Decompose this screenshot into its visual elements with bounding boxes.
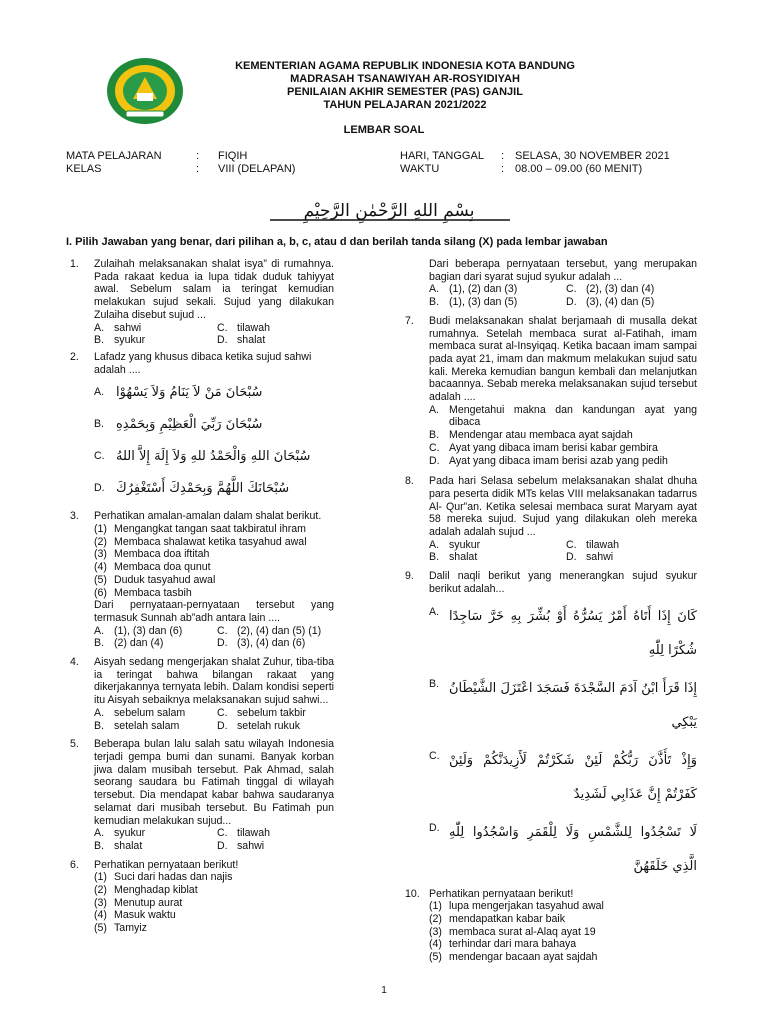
question-4	[70, 656, 334, 732]
question-number: 5.	[70, 738, 79, 751]
arabic-text: لَا تَسْجُدُوا لِلشَّمْسِ وَلَا لِلْقَمَرِ وَاسْجُدُوا لِلّٰهِ الَّذِي خَلَقَهُنَّ	[449, 824, 697, 874]
question-number: 1.	[70, 258, 79, 270]
option-b[interactable]: B. إِذَا قَرَأَ ابْنُ آدَمَ السَّجْدَةَ فَسَجَدَ اعْتَزَلَ الشَّيْطَانُ يَبْكِي	[429, 672, 697, 740]
list-item: (5) mendengar bacaan ayat sajdah	[429, 951, 598, 964]
header-exam: PENILAIAN AKHIR SEMESTER (PAS) GANJIL	[287, 86, 523, 98]
basmalah-calligraphy	[260, 196, 518, 232]
list-item: (1) Suci dari hadas dan najis	[94, 871, 233, 884]
option-b[interactable]: B. shalat	[94, 839, 143, 852]
list-item: (5) Duduk tasyahud awal	[94, 573, 216, 586]
option-a[interactable]: A. (1), (3) dan (6)	[94, 624, 183, 637]
arabic-text: سُبْحَانَكَ اللَّهُمَّ وَبِحَمْدِكَ أَسْتَغْفِرُكَ	[116, 480, 290, 496]
question-text: Zulaihah melaksanakan shalat isya” di rumahnya. Pada rakaat kedua ia lupa tidak duduk tahiyyat awal. Sebelum salam ia teringat kemudian melakukan sujud sekali. Sujud yang dilakukan Zulaiha disebut sujud ...	[94, 258, 334, 321]
question-6-continued	[405, 258, 697, 309]
page-title: LEMBAR SOAL	[343, 124, 425, 136]
class-value: VIII (DELAPAN)	[218, 163, 296, 175]
option-b[interactable]: B. سُبْحَانَ رَبِّيَ الْعَظِيْمِ وَبِحَمْدِهِ	[94, 408, 334, 440]
option-a[interactable]: A. syukur	[429, 538, 481, 551]
header-year: TAHUN PELAJARAN 2021/2022	[323, 99, 487, 111]
question-number: 10.	[405, 887, 420, 900]
arabic-text: سُبْحَانَ اللهِ وَالْحَمْدُ للهِ وَلاَ إِلَهَ إِلاَّ اللهُ	[116, 448, 311, 464]
option-c[interactable]: C. tilawah	[217, 827, 270, 840]
list-item: (6) Membaca tasbih	[94, 586, 192, 599]
option-c[interactable]: C. tilawah	[566, 538, 619, 551]
question-text: Dari pernyataan-pernyataan tersebut yang termasuk Sunnah ab”adh antara lain ....	[94, 599, 334, 624]
arabic-text: كَانَ إِذَا أَتَاهُ أَمْرٌ يَسُرُّهُ أَوْ بُشِّرَ بِهِ خَرَّ سَاجِدًا شُكْرًا لِلّٰهِ	[449, 608, 697, 658]
right-column	[405, 258, 697, 968]
school-header	[195, 60, 615, 112]
instruction: I. Pilih Jawaban yang benar, dari pilihan a, b, c, atau d dan berilah tanda silang (X) pada lembar jawaban	[66, 236, 608, 248]
question-text: Budi melaksanakan shalat berjamaah di musalla dekat rumahnya. Setelah membaca surat al-Fatihah, imam membaca surat al-Insyiqaq. Ketika bacaan imam sampai pada ayat 21, imam dan makmum melakukan sujud satu kali. Mereka kemudian bangun kembali dan melanjutkan bacaannya. Sebab mereka melaksanakan sujud tersebut adalah ....	[429, 314, 697, 404]
question-8	[405, 475, 697, 564]
statement-list	[429, 900, 697, 964]
time-label: WAKTU	[400, 163, 440, 175]
option-c[interactable]: C. (2), (4) dan (5) (1)	[217, 624, 322, 637]
statement-list	[94, 871, 334, 935]
list-item: (4) terhindar dari mara bahaya	[429, 938, 577, 951]
list-item: (2) Membaca shalawat ketika tasyahud awal	[94, 535, 307, 548]
option-a[interactable]: A. sebelum salam	[94, 706, 186, 719]
exam-info-right	[400, 150, 670, 176]
list-item: (3) membaca surat al-Alaq ayat 19	[429, 925, 596, 938]
left-column	[70, 258, 334, 939]
question-number: 8.	[405, 475, 414, 488]
list-item: (3) Menutup aurat	[94, 896, 183, 909]
option-b[interactable]: B. syukur	[94, 334, 146, 347]
question-2	[70, 351, 334, 504]
option-d[interactable]: D. (3), (4) dan (6)	[217, 637, 306, 650]
list-item: (5) Tamyiz	[94, 922, 147, 935]
question-text: Lafadz yang khusus dibaca ketika sujud sahwi adalah ....	[94, 350, 312, 376]
question-10	[405, 888, 697, 964]
statement-list	[94, 523, 334, 599]
exam-info-left	[66, 150, 295, 176]
question-intro: Perhatikan pernyataan berikut!	[429, 887, 574, 900]
option-d[interactable]: D. setelah rukuk	[217, 719, 301, 732]
question-intro: Perhatikan amalan-amalan dalam shalat berikut.	[94, 510, 322, 523]
option-a[interactable]: A. syukur	[94, 827, 146, 840]
question-5	[70, 738, 334, 852]
option-c[interactable]: C. Ayat yang dibaca imam berisi kabar gembira	[429, 441, 658, 454]
option-c[interactable]: C. tilawah	[217, 321, 270, 334]
date-value: SELASA, 30 NOVEMBER 2021	[515, 150, 670, 162]
option-d[interactable]: D. لَا تَسْجُدُوا لِلشَّمْسِ وَلَا لِلْقَمَرِ وَاسْجُدُوا لِلّٰهِ الَّذِي خَلَقَهُنَّ	[429, 816, 697, 884]
basmalah-text: بِسْمِ اللهِ الرَّحْمٰنِ الرَّحِيْمِ	[303, 201, 475, 221]
option-d[interactable]: D. (3), (4) dan (5)	[566, 296, 655, 309]
class-label: KELAS	[66, 163, 102, 175]
question-number: 4.	[70, 656, 79, 669]
question-text: Beberapa bulan lalu salah satu wilayah Indonesia terjadi gempa bumi dan sunami. Banyak korban jiwa dalam musibah tersebut. Pak Ahmad, salah seorang saudara bu Fatimah tinggal di wilayah tersebut. Dia mendapat kabar bahwa saudaranya selamat dari musibah tersebut. Bu Fatimah pun kemudian melakukan sujud...	[94, 738, 334, 827]
option-a[interactable]: A. كَانَ إِذَا أَتَاهُ أَمْرٌ يَسُرُّهُ أَوْ بُشِّرَ بِهِ خَرَّ سَاجِدًا شُكْرًا لِلّٰهِ	[429, 600, 697, 668]
arabic-text: وَإِذْ تَأَذَّنَ رَبُّكُمْ لَئِنْ شَكَرْتُمْ لَأَزِيدَنَّكُمْ وَلَئِنْ كَفَرْتُمْ إِنَّ عَذَابِي لَشَدِيدٌ	[449, 752, 697, 802]
date-label: HARI, TANGGAL	[400, 150, 484, 162]
list-item: (2) Menghadap kiblat	[94, 884, 198, 897]
list-item: (1) lupa mengerjakan tasyahud awal	[429, 900, 604, 913]
colon: :	[196, 163, 200, 175]
question-text: Dari beberapa pernyataan tersebut, yang merupakan bagian dari syarat sujud syukur adalah ...	[429, 258, 697, 283]
colon: :	[501, 163, 505, 175]
colon: :	[501, 150, 505, 162]
option-c[interactable]: C. (2), (3) dan (4)	[566, 283, 655, 296]
list-item: (3) Membaca doa iftitah	[94, 548, 210, 561]
question-7	[405, 315, 697, 467]
list-item: (4) Masuk waktu	[94, 909, 176, 922]
subject-label: MATA PELAJARAN	[66, 150, 162, 162]
question-number: 3.	[70, 510, 79, 523]
question-6	[70, 859, 334, 935]
option-a[interactable]: A. sahwi	[94, 321, 142, 334]
header-school: MADRASAH TSANAWIYAH AR-ROSYIDIYAH	[290, 73, 520, 85]
option-b[interactable]: B. setelah salam	[94, 719, 180, 732]
question-1	[70, 258, 334, 347]
option-d[interactable]: D. سُبْحَانَكَ اللَّهُمَّ وَبِحَمْدِكَ أَسْتَغْفِرُكَ	[94, 472, 334, 504]
list-item: (4) Membaca doa qunut	[94, 561, 211, 574]
question-text: Aisyah sedang mengerjakan shalat Zuhur, tiba-tiba ia teringat bahwa bilangan rakaat yang dikerjakannya ternyata lebih. Dalam kondisi seperti itu Aisyah sebaiknya melaksanakan sujud sahwi...	[94, 656, 334, 707]
question-number: 6.	[70, 858, 79, 871]
option-a[interactable]: A. (1), (2) dan (3)	[429, 283, 518, 296]
question-number: 9.	[405, 570, 414, 583]
question-number: 7.	[405, 314, 414, 327]
colon: :	[196, 150, 200, 162]
arabic-text: سُبْحَانَ رَبِّيَ الْعَظِيْمِ وَبِحَمْدِهِ	[116, 416, 263, 432]
list-item: (1) Mengangkat tangan saat takbiratul ihram	[94, 523, 306, 536]
question-9	[405, 570, 697, 883]
option-c[interactable]: C. سُبْحَانَ اللهِ وَالْحَمْدُ للهِ وَلاَ إِلَهَ إِلاَّ اللهُ	[94, 440, 334, 472]
list-item: (2) mendapatkan kabar baik	[429, 912, 566, 925]
question-number: 2.	[70, 350, 79, 363]
option-b[interactable]: B. shalat	[429, 551, 478, 564]
question-3	[70, 510, 334, 650]
option-c[interactable]: C. sebelum takbir	[217, 706, 306, 719]
option-a[interactable]: A. سُبْحَانَ مَنْ لاَ يَنَامُ وَلاَ يَسْهُوْا	[94, 376, 334, 408]
option-d[interactable]: D. sahwi	[217, 839, 265, 852]
option-b[interactable]: B. Mendengar atau membaca ayat sajdah	[429, 429, 633, 442]
option-d[interactable]: D. Ayat yang dibaca imam berisi azab yang pedih	[429, 454, 668, 467]
option-d[interactable]: D. sahwi	[566, 551, 614, 564]
madrasah-logo	[104, 55, 186, 127]
subject-value: FIQIH	[218, 150, 248, 162]
question-text: Pada hari Selasa sebelum melaksanakan shalat dhuha para peserta didik MTs kelas VIII melaksanakan tadarrus Al- Qur”an. Ketika selesai membaca surat Maryam ayat 58 mereka sujud. Sujud yang dilakukan oleh mereka adalah adalah sujud ...	[429, 475, 697, 539]
time-value: 08.00 – 09.00 (60 MENIT)	[515, 163, 643, 175]
option-b[interactable]: B. (1), (3) dan (5)	[429, 296, 518, 309]
header-ministry: KEMENTERIAN AGAMA REPUBLIK INDONESIA KOTA BANDUNG	[235, 60, 575, 72]
question-intro: Perhatikan pernyataan berikut!	[94, 858, 239, 871]
option-a[interactable]: A. Mengetahui makna dan kandungan ayat yang dibaca	[429, 403, 697, 429]
page-number: 1	[381, 985, 387, 996]
arabic-text: سُبْحَانَ مَنْ لاَ يَنَامُ وَلاَ يَسْهُوْا	[116, 384, 263, 400]
option-c[interactable]: C. وَإِذْ تَأَذَّنَ رَبُّكُمْ لَئِنْ شَكَرْتُمْ لَأَزِيدَنَّكُمْ وَلَئِنْ كَفَرْتُمْ إِنَّ عَذَابِي لَشَدِيدٌ	[429, 744, 697, 812]
option-b[interactable]: B. (2) dan (4)	[94, 637, 164, 650]
arabic-text: إِذَا قَرَأَ ابْنُ آدَمَ السَّجْدَةَ فَسَجَدَ اعْتَزَلَ الشَّيْطَانُ يَبْكِي	[449, 680, 697, 730]
option-d[interactable]: D. shalat	[217, 334, 266, 347]
question-text: Dalil naqli berikut yang menerangkan sujud syukur berikut adalah...	[429, 570, 697, 595]
